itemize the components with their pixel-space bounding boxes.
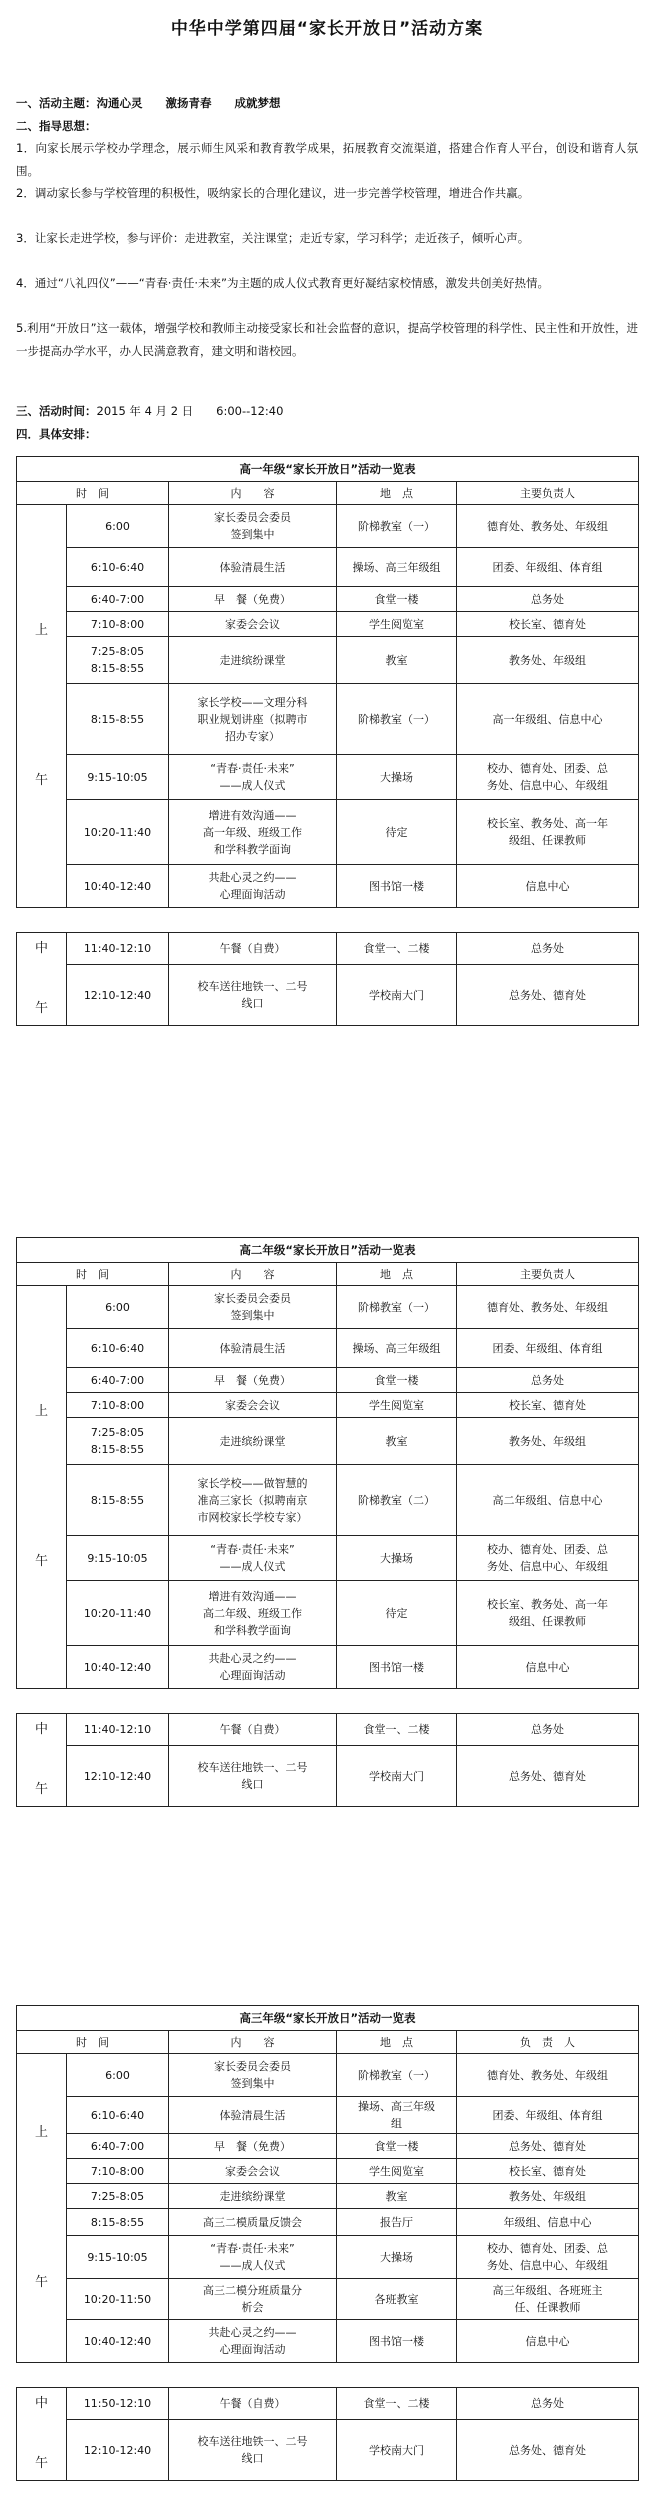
time-cell: 6:40-7:00 — [67, 1368, 169, 1393]
section-guideline-heading — [16, 115, 646, 138]
location-cell: 各班教室 — [337, 2279, 457, 2320]
location-cell: 待定 — [337, 800, 457, 865]
guideline-point: 2．调动家长参与学校管理的积极性，吸纳家长的合理化建议，进一步完善学校管理，增进合作共赢。 — [16, 186, 530, 200]
location-cell: 操场、高三年级组 — [337, 1329, 457, 1368]
content-cell: 走进缤纷课堂 — [169, 2184, 337, 2209]
owner-cell: 总务处 — [457, 587, 639, 612]
table-spacer — [17, 1689, 639, 1714]
column-header: 地 点 — [337, 2031, 457, 2054]
location-cell: 报告厅 — [337, 2209, 457, 2236]
location-cell: 阶梯教室（一） — [337, 505, 457, 548]
time-cell: 11:50-12:10 — [67, 2388, 169, 2420]
table-row — [17, 865, 639, 908]
time-cell: 6:40-7:00 — [67, 587, 169, 612]
time-cell: 7:25-8:05 — [67, 2184, 169, 2209]
schedule-table — [16, 2005, 639, 2481]
table-row — [17, 505, 639, 548]
table-row — [17, 1286, 639, 1329]
period-label: 上 午 — [17, 1286, 67, 1689]
content-cell: 家委会会议 — [169, 1393, 337, 1418]
guideline-point: 5.利用“开放日”这一载体，增强学校和教师主动接受家长和社会监督的意识，提高学校管理的科学性、民主性和开放性，进一步提高办学水平，办人民满意教育，建文明和谐校园。 — [16, 321, 638, 358]
table-row — [17, 2054, 639, 2097]
time-cell: 6:10-6:40 — [67, 1329, 169, 1368]
content-cell: 家长学校——文理分科 职业规划讲座（拟聘市 招办专家） — [169, 684, 337, 755]
owner-cell: 信息中心 — [457, 2320, 639, 2363]
owner-cell: 高一年级组、信息中心 — [457, 684, 639, 755]
time-cell: 10:40-12:40 — [67, 865, 169, 908]
owner-cell: 德育处、教务处、年级组 — [457, 2054, 639, 2097]
column-header: 地 点 — [337, 1263, 457, 1286]
table-row — [17, 2420, 639, 2481]
column-header: 负 责 人 — [457, 2031, 639, 2054]
column-header: 地 点 — [337, 482, 457, 505]
theme-text: 沟通心灵 激扬青春 成就梦想 — [96, 96, 281, 110]
table-row — [17, 2236, 639, 2279]
time-cell: 9:15-10:05 — [67, 755, 169, 800]
table-row — [17, 1393, 639, 1418]
owner-cell: 校办、德育处、团委、总 务处、信息中心、年级组 — [457, 755, 639, 800]
time-cell: 7:25-8:05 8:15-8:55 — [67, 1418, 169, 1465]
time-cell: 10:40-12:40 — [67, 2320, 169, 2363]
section-label: 三、活动时间： — [16, 404, 97, 418]
table-caption: 高二年级“家长开放日”活动一览表 — [17, 1238, 639, 1263]
content-cell: 校车送往地铁一、二号 线口 — [169, 2420, 337, 2481]
content-cell: 家长学校——做智慧的 准高三家长（拟聘南京 市网校家长学校专家） — [169, 1465, 337, 1536]
owner-cell: 教务处、年级组 — [457, 1418, 639, 1465]
content-cell: “青春·责任·未来” ——成人仪式 — [169, 1536, 337, 1581]
schedule-table — [16, 1237, 639, 1807]
location-cell: 图书馆一楼 — [337, 1646, 457, 1689]
location-cell: 阶梯教室（一） — [337, 1286, 457, 1329]
location-cell: 教室 — [337, 1418, 457, 1465]
location-cell: 学校南大门 — [337, 2420, 457, 2481]
section-label: 一、活动主题： — [16, 96, 97, 110]
content-cell: 早 餐（免费） — [169, 1368, 337, 1393]
owner-cell: 信息中心 — [457, 865, 639, 908]
content-cell: 体验清晨生活 — [169, 2097, 337, 2134]
time-cell: 6:10-6:40 — [67, 548, 169, 587]
guideline-point: 3．让家长走进学校，参与评价：走进教室，关注课堂；走近专家，学习科学；走近孩子，倾听心声。 — [16, 231, 530, 245]
location-cell: 教室 — [337, 2184, 457, 2209]
content-cell: 高三二模质量反馈会 — [169, 2209, 337, 2236]
table-row — [17, 1746, 639, 1807]
time-cell: 7:25-8:05 8:15-8:55 — [67, 637, 169, 684]
content-cell: 体验清晨生活 — [169, 1329, 337, 1368]
time-cell: 6:10-6:40 — [67, 2097, 169, 2134]
time-cell: 10:20-11:40 — [67, 1581, 169, 1646]
owner-cell: 总务处 — [457, 1714, 639, 1746]
table-caption-row — [17, 1238, 639, 1263]
time-cell: 7:10-8:00 — [67, 612, 169, 637]
period-label: 中 午 — [17, 933, 67, 1026]
owner-cell: 总务处 — [457, 2388, 639, 2420]
owner-cell: 总务处、德育处 — [457, 965, 639, 1026]
content-cell: 家长委员会委员 签到集中 — [169, 1286, 337, 1329]
guideline-point: 4．通过“八礼四仪”——“青春·责任·未来”为主题的成人仪式教育更好凝结家校情感，激发共创美好热情。 — [16, 276, 549, 290]
table-row — [17, 2184, 639, 2209]
column-header: 时 间 — [17, 1263, 169, 1286]
table-row — [17, 965, 639, 1026]
table-row — [17, 612, 639, 637]
location-cell: 大操场 — [337, 755, 457, 800]
location-cell: 学校南大门 — [337, 965, 457, 1026]
time-cell: 10:20-11:40 — [67, 800, 169, 865]
table-row — [17, 1646, 639, 1689]
table-row — [17, 2320, 639, 2363]
owner-cell: 总务处、德育处 — [457, 2134, 639, 2159]
table-spacer-row — [17, 1689, 639, 1714]
owner-cell: 高二年级组、信息中心 — [457, 1465, 639, 1536]
time-cell: 6:00 — [67, 1286, 169, 1329]
time-cell: 7:10-8:00 — [67, 1393, 169, 1418]
table-caption: 高一年级“家长开放日”活动一览表 — [17, 457, 639, 482]
guideline-point: 1．向家长展示学校办学理念，展示师生风采和教育教学成果，拓展教育交流渠道，搭建合作育人平台，创设和谐育人氛围。 — [16, 141, 638, 178]
content-cell: 增进有效沟通—— 高二年级、班级工作 和学科教学面询 — [169, 1581, 337, 1646]
table-row — [17, 2279, 639, 2320]
location-cell: 阶梯教室（一） — [337, 684, 457, 755]
table-row — [17, 1465, 639, 1536]
content-cell: 体验清晨生活 — [169, 548, 337, 587]
owner-cell: 校长室、德育处 — [457, 2159, 639, 2184]
table-row — [17, 1329, 639, 1368]
time-text: 2015 年 4 月 2 日 6:00--12:40 — [96, 404, 284, 418]
location-cell: 学校南大门 — [337, 1746, 457, 1807]
owner-cell: 年级组、信息中心 — [457, 2209, 639, 2236]
location-cell: 食堂一、二楼 — [337, 2388, 457, 2420]
content-cell: 早 餐（免费） — [169, 587, 337, 612]
table-row — [17, 548, 639, 587]
owner-cell: 校长室、教务处、高一年 级组、任课教师 — [457, 800, 639, 865]
table-row — [17, 800, 639, 865]
section-time — [16, 400, 646, 423]
column-header: 时 间 — [17, 482, 169, 505]
owner-cell: 校长室、教务处、高一年 级组、任课教师 — [457, 1581, 639, 1646]
period-label: 上 午 — [17, 505, 67, 908]
owner-cell: 教务处、年级组 — [457, 2184, 639, 2209]
content-cell: 家长委员会委员 签到集中 — [169, 2054, 337, 2097]
column-header: 内 容 — [169, 482, 337, 505]
content-cell: 校车送往地铁一、二号 线口 — [169, 1746, 337, 1807]
section-label: 四．具体安排： — [16, 427, 97, 441]
table-row — [17, 1536, 639, 1581]
section-schedule-heading — [16, 423, 646, 446]
content-cell: 午餐（自费） — [169, 2388, 337, 2420]
content-cell: 家委会会议 — [169, 612, 337, 637]
table-spacer-row — [17, 2363, 639, 2388]
owner-cell: 教务处、年级组 — [457, 637, 639, 684]
content-cell: 午餐（自费） — [169, 933, 337, 965]
location-cell: 阶梯教室（一） — [337, 2054, 457, 2097]
location-cell: 教室 — [337, 637, 457, 684]
content-cell: 家长委员会委员 签到集中 — [169, 505, 337, 548]
time-cell: 9:15-10:05 — [67, 1536, 169, 1581]
column-header: 时 间 — [17, 2031, 169, 2054]
owner-cell: 校长室、德育处 — [457, 1393, 639, 1418]
section-theme — [16, 92, 646, 115]
table-row — [17, 933, 639, 965]
content-cell: 午餐（自费） — [169, 1714, 337, 1746]
time-cell: 12:10-12:40 — [67, 2420, 169, 2481]
page-title: 中华中学第四届“家长开放日”活动方案 — [170, 19, 484, 39]
owner-cell: 校长室、德育处 — [457, 612, 639, 637]
time-cell: 6:00 — [67, 2054, 169, 2097]
owner-cell: 校办、德育处、团委、总 务处、信息中心、年级组 — [457, 2236, 639, 2279]
owner-cell: 团委、年级组、体育组 — [457, 2097, 639, 2134]
content-cell: 共赴心灵之约—— 心理面询活动 — [169, 1646, 337, 1689]
time-cell: 12:10-12:40 — [67, 1746, 169, 1807]
location-cell: 大操场 — [337, 2236, 457, 2279]
table-row — [17, 1368, 639, 1393]
time-cell: 12:10-12:40 — [67, 965, 169, 1026]
time-cell: 6:00 — [67, 505, 169, 548]
table-row — [17, 1581, 639, 1646]
table-spacer — [17, 2363, 639, 2388]
period-label: 上 午 — [17, 2054, 67, 2363]
location-cell: 操场、高三年级组 — [337, 548, 457, 587]
location-cell: 食堂一楼 — [337, 1368, 457, 1393]
location-cell: 食堂一、二楼 — [337, 933, 457, 965]
content-cell: 共赴心灵之约—— 心理面询活动 — [169, 865, 337, 908]
owner-cell: 团委、年级组、体育组 — [457, 1329, 639, 1368]
content-cell: 走进缤纷课堂 — [169, 1418, 337, 1465]
content-cell: 增进有效沟通—— 高一年级、班级工作 和学科教学面询 — [169, 800, 337, 865]
period-label: 中 午 — [17, 2388, 67, 2481]
table-caption-row — [17, 2006, 639, 2031]
owner-cell: 团委、年级组、体育组 — [457, 548, 639, 587]
column-header: 内 容 — [169, 2031, 337, 2054]
location-cell: 图书馆一楼 — [337, 2320, 457, 2363]
table-spacer — [17, 908, 639, 933]
table-row — [17, 587, 639, 612]
table-row — [17, 2388, 639, 2420]
owner-cell: 高三年级组、各班班主 任、任课教师 — [457, 2279, 639, 2320]
time-cell: 10:40-12:40 — [67, 1646, 169, 1689]
time-cell: 8:15-8:55 — [67, 1465, 169, 1536]
table-caption-row — [17, 457, 639, 482]
table-spacer-row — [17, 908, 639, 933]
location-cell: 待定 — [337, 1581, 457, 1646]
owner-cell: 总务处、德育处 — [457, 1746, 639, 1807]
location-cell: 操场、高三年级 组 — [337, 2097, 457, 2134]
schedule-table — [16, 456, 639, 1026]
location-cell: 学生阅览室 — [337, 2159, 457, 2184]
table-row — [17, 2134, 639, 2159]
section-label: 二、指导思想： — [16, 119, 97, 133]
owner-cell: 总务处、德育处 — [457, 2420, 639, 2481]
time-cell: 11:40-12:10 — [67, 1714, 169, 1746]
content-cell: 早 餐（免费） — [169, 2134, 337, 2159]
table-header-row — [17, 482, 639, 505]
location-cell: 学生阅览室 — [337, 612, 457, 637]
location-cell: 学生阅览室 — [337, 1393, 457, 1418]
time-cell: 10:20-11:50 — [67, 2279, 169, 2320]
table-row — [17, 755, 639, 800]
table-row — [17, 684, 639, 755]
content-cell: 家委会会议 — [169, 2159, 337, 2184]
column-header: 主要负责人 — [457, 1263, 639, 1286]
content-cell: “青春·责任·未来” ——成人仪式 — [169, 2236, 337, 2279]
table-row — [17, 2159, 639, 2184]
owner-cell: 德育处、教务处、年级组 — [457, 1286, 639, 1329]
time-cell: 9:15-10:05 — [67, 2236, 169, 2279]
column-header: 主要负责人 — [457, 482, 639, 505]
time-cell: 6:40-7:00 — [67, 2134, 169, 2159]
location-cell: 食堂一、二楼 — [337, 1714, 457, 1746]
table-row — [17, 2097, 639, 2134]
time-cell: 8:15-8:55 — [67, 684, 169, 755]
owner-cell: 总务处 — [457, 1368, 639, 1393]
table-caption: 高三年级“家长开放日”活动一览表 — [17, 2006, 639, 2031]
content-cell: 校车送往地铁一、二号 线口 — [169, 965, 337, 1026]
location-cell: 大操场 — [337, 1536, 457, 1581]
owner-cell: 总务处 — [457, 933, 639, 965]
location-cell: 食堂一楼 — [337, 587, 457, 612]
location-cell: 阶梯教室（二） — [337, 1465, 457, 1536]
time-cell: 11:40-12:10 — [67, 933, 169, 965]
owner-cell: 信息中心 — [457, 1646, 639, 1689]
time-cell: 8:15-8:55 — [67, 2209, 169, 2236]
content-cell: “青春·责任·未来” ——成人仪式 — [169, 755, 337, 800]
time-cell: 7:10-8:00 — [67, 2159, 169, 2184]
table-row — [17, 1714, 639, 1746]
table-row — [17, 637, 639, 684]
location-cell: 食堂一楼 — [337, 2134, 457, 2159]
period-label: 中 午 — [17, 1714, 67, 1807]
table-header-row — [17, 1263, 639, 1286]
column-header: 内 容 — [169, 1263, 337, 1286]
table-header-row — [17, 2031, 639, 2054]
content-cell: 走进缤纷课堂 — [169, 637, 337, 684]
owner-cell: 德育处、教务处、年级组 — [457, 505, 639, 548]
table-row — [17, 2209, 639, 2236]
content-cell: 共赴心灵之约—— 心理面询活动 — [169, 2320, 337, 2363]
location-cell: 图书馆一楼 — [337, 865, 457, 908]
owner-cell: 校办、德育处、团委、总 务处、信息中心、年级组 — [457, 1536, 639, 1581]
table-row — [17, 1418, 639, 1465]
content-cell: 高三二模分班质量分 析会 — [169, 2279, 337, 2320]
